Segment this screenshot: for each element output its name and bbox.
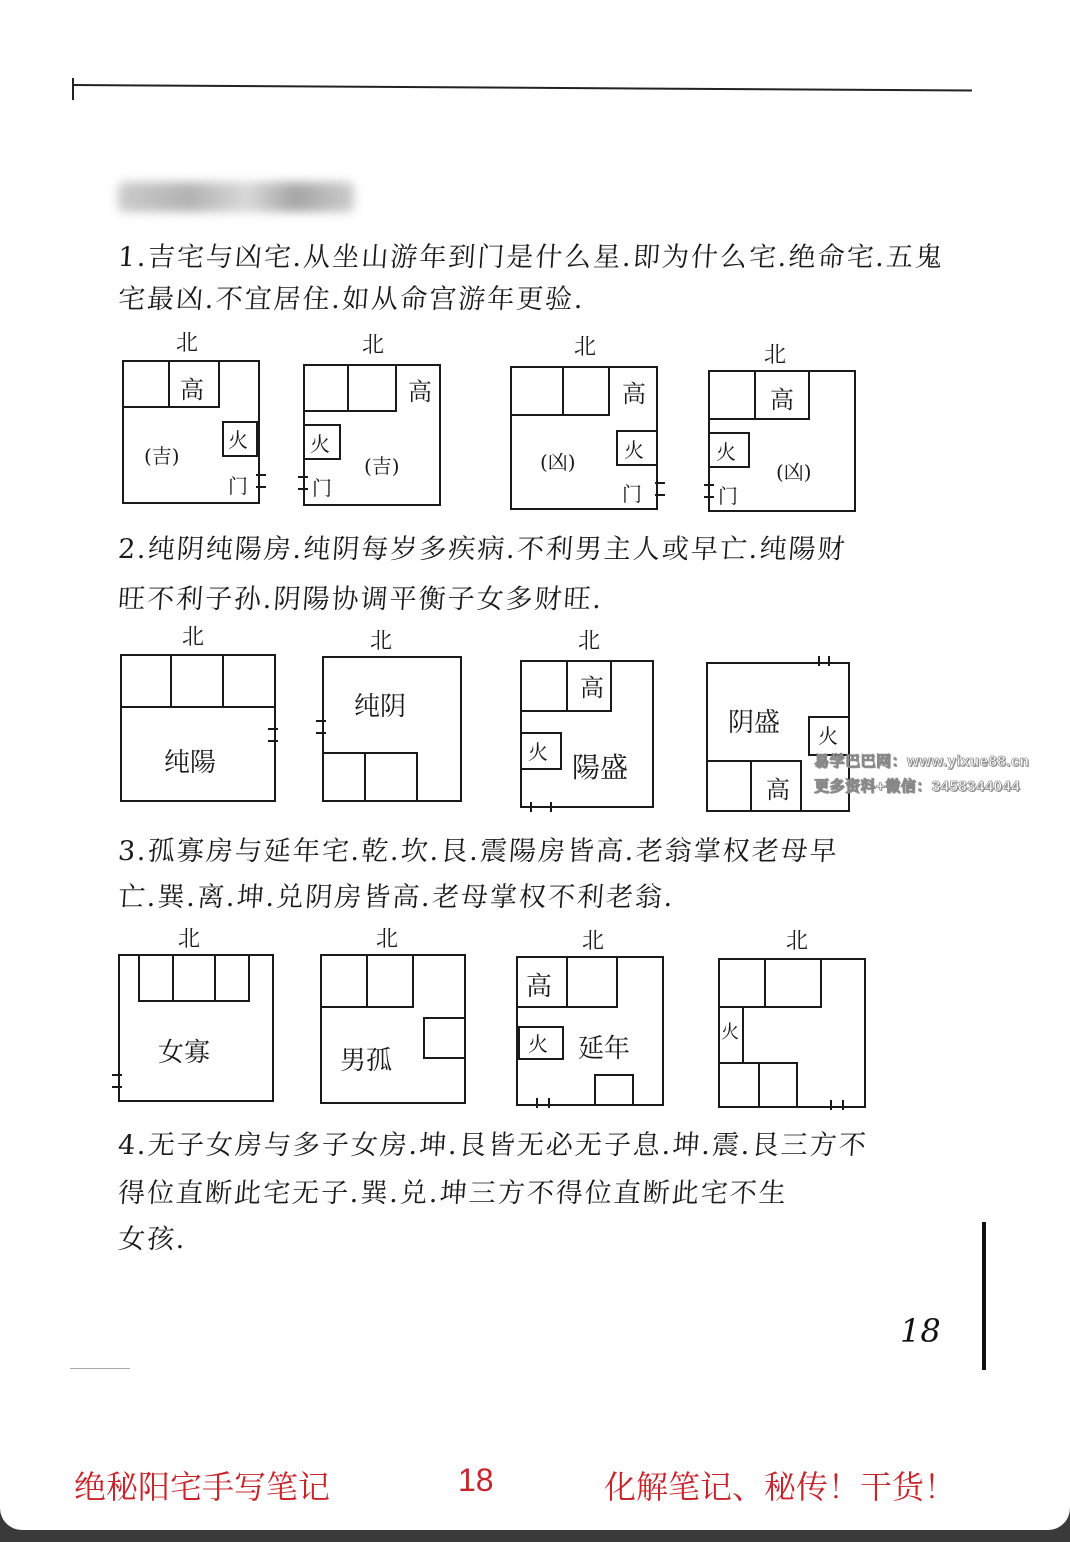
footer-slogan: 化解笔记、秘传！干货！ bbox=[604, 1469, 957, 1505]
fortune-label: (吉) bbox=[144, 444, 180, 468]
section-3-line-1: 3.孤寡房与延年宅.乾.坎.艮.震陽房皆高.老翁掌权老母早 bbox=[116, 836, 840, 867]
fire-label: 火 bbox=[721, 1022, 739, 1043]
watermark-line-1: 易学巴巴网：www.yixue88.cn bbox=[814, 753, 1030, 770]
door-mark bbox=[530, 802, 532, 812]
room-cell bbox=[764, 958, 822, 1008]
yin-excess-label: 阴盛 bbox=[728, 708, 781, 738]
north-label: 北 bbox=[582, 929, 605, 954]
room-cell bbox=[364, 752, 418, 802]
door-mark bbox=[704, 484, 714, 486]
door-mark bbox=[704, 496, 714, 498]
room-cell bbox=[510, 366, 564, 416]
door-mark bbox=[268, 728, 278, 730]
north-label: 北 bbox=[786, 929, 809, 954]
door-mark bbox=[112, 1086, 122, 1088]
room-cell bbox=[222, 654, 276, 708]
door-label: 门 bbox=[622, 482, 642, 506]
door-mark bbox=[818, 656, 820, 666]
fortune-label: (凶) bbox=[540, 450, 576, 474]
door-label: 门 bbox=[312, 476, 332, 500]
room-cell bbox=[120, 654, 172, 708]
door-mark bbox=[548, 1098, 550, 1108]
door-mark bbox=[655, 494, 665, 496]
fire-label: 火 bbox=[310, 432, 330, 456]
door-mark bbox=[256, 474, 266, 476]
room-cell bbox=[138, 954, 174, 1002]
door-mark bbox=[828, 656, 830, 666]
room-cell bbox=[566, 956, 618, 1008]
room-cell bbox=[758, 1062, 798, 1108]
north-label: 北 bbox=[370, 629, 393, 654]
room-cell bbox=[708, 370, 756, 420]
north-label: 北 bbox=[178, 927, 201, 952]
high-label: 高 bbox=[180, 376, 204, 404]
north-label: 北 bbox=[764, 343, 787, 368]
room-cell bbox=[718, 958, 766, 1008]
high-label: 高 bbox=[622, 380, 646, 408]
door-mark bbox=[298, 476, 308, 478]
fire-label: 火 bbox=[228, 428, 248, 452]
watermark-line-2: 更多资料+微信：3458344044 bbox=[814, 778, 1021, 795]
north-label: 北 bbox=[362, 333, 385, 358]
footer-title: 绝秘阳宅手写笔记 bbox=[74, 1469, 331, 1505]
door-mark bbox=[550, 802, 552, 812]
high-label: 高 bbox=[408, 378, 432, 406]
section-3-line-2: 亡.巽.离.坤.兑阴房皆高.老母掌权不利老翁. bbox=[116, 882, 676, 913]
north-label: 北 bbox=[182, 625, 205, 650]
door-mark bbox=[112, 1074, 122, 1076]
room-cell bbox=[706, 760, 752, 812]
footer-rule bbox=[70, 1368, 130, 1369]
room-cell bbox=[214, 954, 250, 1002]
section-4-line-3: 女孩. bbox=[116, 1224, 188, 1255]
door-mark bbox=[842, 1100, 844, 1110]
high-label: 高 bbox=[766, 776, 790, 804]
door-mark bbox=[830, 1100, 832, 1110]
handwritten-page-number: 18 bbox=[900, 1312, 941, 1350]
room-cell bbox=[303, 364, 349, 412]
door-mark bbox=[316, 720, 326, 722]
header-rule bbox=[72, 84, 972, 91]
section-2-line-1: 2.纯阴纯陽房.纯阴每岁多疾病.不利男主人或早亡.纯陽财 bbox=[116, 534, 848, 565]
pure-yang-label: 纯陽 bbox=[164, 748, 217, 778]
room-cell bbox=[366, 954, 414, 1008]
door-mark bbox=[316, 732, 326, 734]
room-cell bbox=[594, 1074, 634, 1106]
door-mark bbox=[256, 486, 266, 488]
door-mark bbox=[655, 482, 665, 484]
room-cell bbox=[347, 364, 397, 412]
north-label: 北 bbox=[176, 331, 199, 356]
widow-label: 女寡 bbox=[158, 1038, 211, 1068]
margin-bar bbox=[982, 1222, 986, 1370]
fortune-label: (凶) bbox=[776, 460, 812, 484]
fire-label: 火 bbox=[818, 724, 838, 748]
yang-excess-label: 陽盛 bbox=[572, 751, 629, 784]
door-mark bbox=[298, 488, 308, 490]
section-2-line-2: 旺不利子孙.阴陽协调平衡子女多财旺. bbox=[116, 584, 605, 615]
room-cell bbox=[322, 752, 366, 802]
door-label: 门 bbox=[228, 474, 248, 498]
room-cell bbox=[423, 1017, 466, 1059]
room-cell bbox=[170, 654, 224, 708]
orphan-label: 男孤 bbox=[340, 1046, 393, 1076]
room-cell bbox=[520, 660, 568, 712]
high-label: 高 bbox=[770, 386, 794, 414]
fire-label: 火 bbox=[624, 438, 644, 462]
door-label: 门 bbox=[718, 484, 738, 508]
door-mark bbox=[268, 740, 278, 742]
section-4-line-1: 4.无子女房与多子女房.坤.艮皆无必无子息.坤.震.艮三方不 bbox=[116, 1130, 869, 1161]
fortune-label: (吉) bbox=[364, 454, 400, 478]
fire-label: 火 bbox=[528, 1032, 548, 1056]
section-1-line-2: 宅最凶.不宜居住.如从命宫游年更验. bbox=[116, 284, 586, 315]
longevity-label: 延年 bbox=[578, 1034, 631, 1064]
room-cell bbox=[320, 954, 368, 1008]
header-rule-tick bbox=[72, 78, 74, 100]
north-label: 北 bbox=[376, 927, 399, 952]
section-1-line-1: 1.吉宅与凶宅.从坐山游年到门是什么星.即为什么宅.绝命宅.五鬼 bbox=[116, 242, 946, 273]
high-label: 高 bbox=[526, 972, 553, 1002]
footer-page-number: 18 bbox=[458, 1462, 494, 1498]
room-cell bbox=[718, 1062, 760, 1108]
north-label: 北 bbox=[574, 335, 597, 360]
room-cell bbox=[562, 366, 610, 416]
room-cell bbox=[172, 954, 216, 1002]
door-mark bbox=[536, 1098, 538, 1108]
fire-label: 火 bbox=[716, 440, 736, 464]
section-4-line-2: 得位直断此宅无子.巽.兑.坤三方不得位直断此宅不生 bbox=[116, 1178, 789, 1209]
north-label: 北 bbox=[578, 629, 601, 654]
fire-label: 火 bbox=[528, 740, 548, 764]
pure-yin-label: 纯阴 bbox=[354, 692, 407, 722]
high-label: 高 bbox=[580, 674, 604, 702]
room-cell bbox=[122, 360, 170, 408]
blurred-heading bbox=[118, 182, 354, 212]
